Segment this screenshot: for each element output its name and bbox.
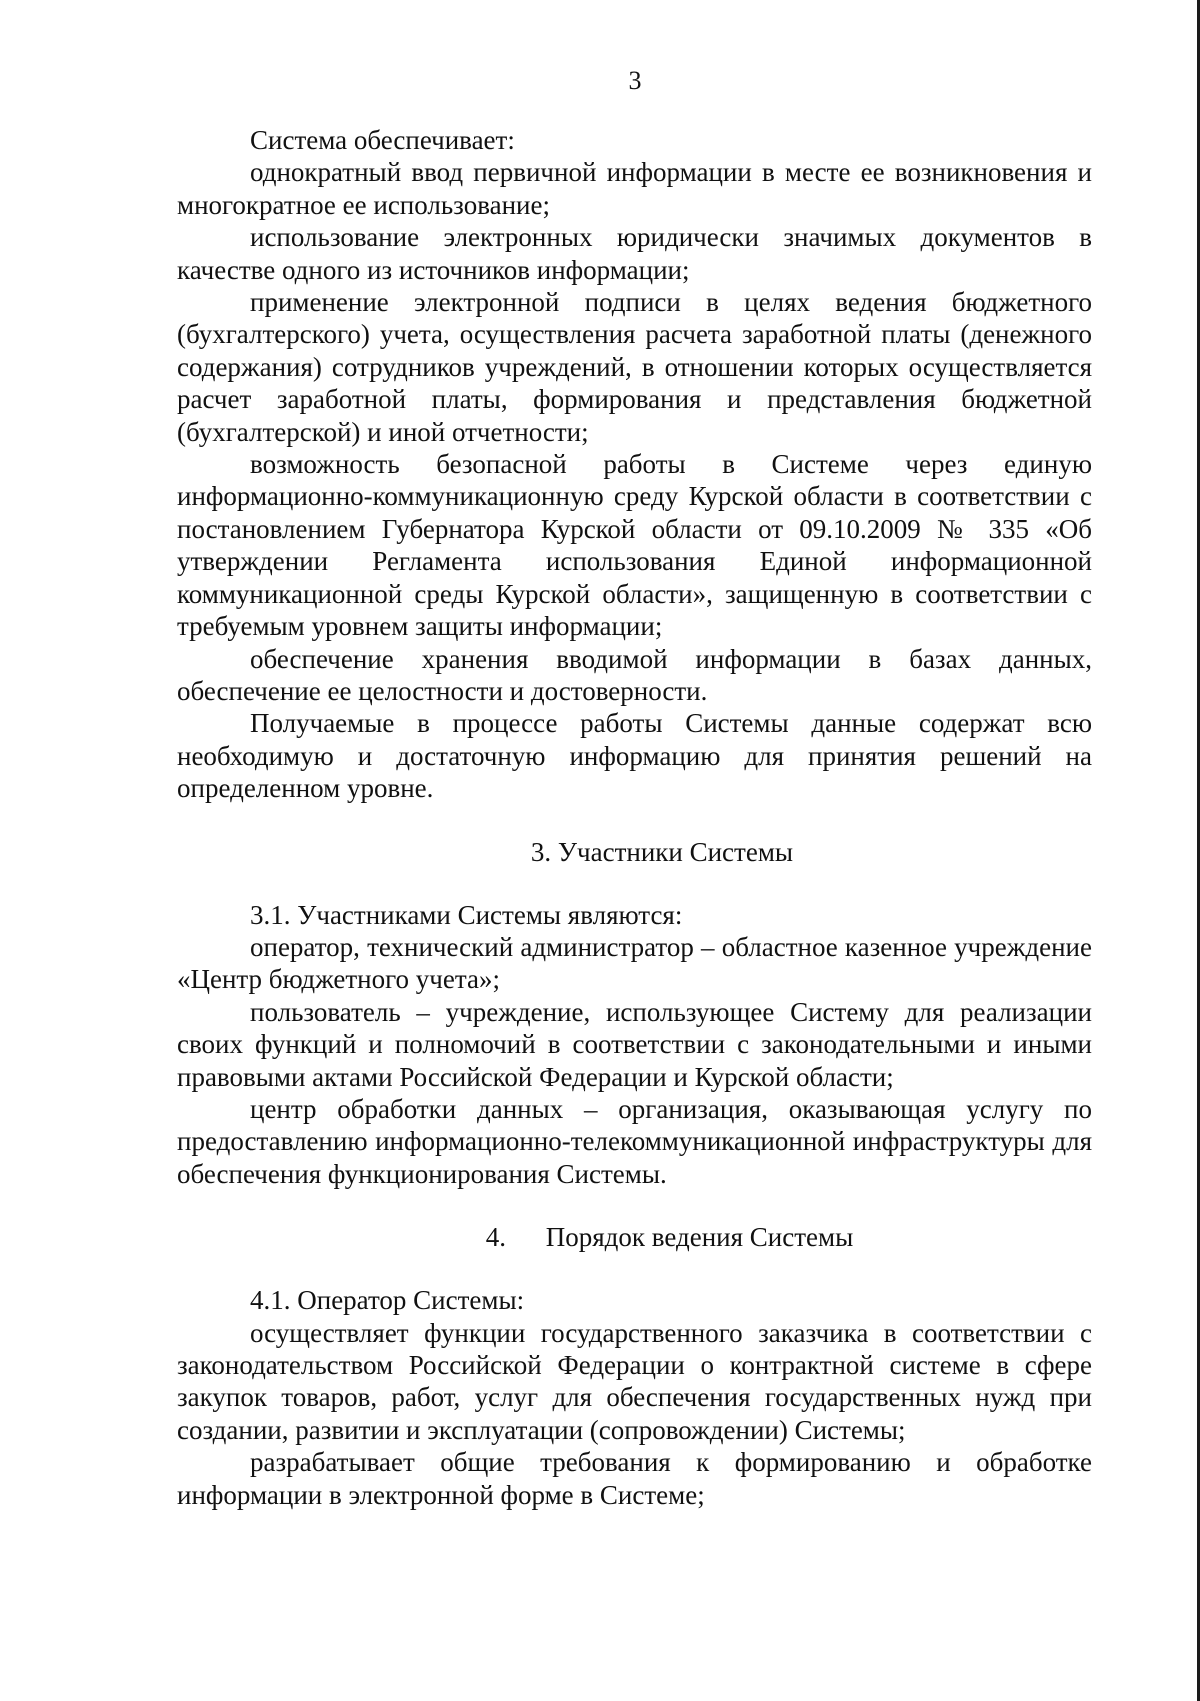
document-body	[177, 124, 1092, 1511]
paragraph: центр обработки данных – организация, оказывающая услугу по предоставлению информационно-телекоммуникационной инфраструктуры для обеспечения функционирования Системы.	[177, 1093, 1092, 1189]
paragraph: возможность безопасной работы в Системе через единую информационно-коммуникационную среду Курской области в соответствии с постановлением Губернатора Курской области от 09.10.2009 № 335 «Об утверждении Регламента использования Единой информационной коммуникационной среды Курской области», защищенную в соответствии с требуемым уровнем защиты информации;	[177, 449, 1092, 642]
paragraph: пользователь – учреждение, использующее Систему для реализации своих функций и полномочий в соответствии с законодательными и иными правовыми актами Российской Федерации и Курской области;	[177, 996, 1092, 1092]
section-4-title: Порядок ведения Системы	[545, 1222, 854, 1253]
section-4-number: 4.	[485, 1222, 506, 1253]
paragraph: 4.1. Оператор Системы:	[250, 1285, 525, 1316]
page-number: 3	[628, 66, 642, 95]
paragraph: разрабатывает общие требования к формированию и обработке информации в электронной форме в Системе;	[177, 1447, 1092, 1510]
paragraph: оператор, технический администратор – областное казенное учреждение «Центр бюджетного учета»;	[177, 931, 1092, 995]
paragraph: использование электронных юридически значимых документов в качестве одного из источников информации;	[177, 222, 1092, 285]
paragraph: Система обеспечивает:	[250, 125, 515, 155]
paragraph: обеспечение хранения вводимой информации в базах данных, обеспечение ее целостности и достоверности.	[177, 643, 1092, 706]
section-3-heading: 3. Участники Системы	[530, 836, 794, 867]
paragraph: однократный ввод первичной информации в месте ее возникновения и многократное ее использование;	[177, 157, 1092, 220]
paragraph: 3.1. Участниками Системы являются:	[250, 899, 683, 930]
paragraph: применение электронной подписи в целях ведения бюджетного (бухгалтерского) учета, осуществления расчета заработной платы (денежного содержания) сотрудников учреждений, в отношении которых осуществляется расчет заработной платы, формирования и представления бюджетной (бухгалтерской) и иной отчетности;	[177, 287, 1092, 447]
paragraph: осуществляет функции государственного заказчика в соответствии с законодательством Российской Федерации о контрактной системе в сфере закупок товаров, работ, услуг для обеспечения государственных нужд при создании, развитии и эксплуатации (сопровождении) Системы;	[177, 1317, 1092, 1445]
section-4-heading	[177, 1221, 1092, 1253]
paragraph: Получаемые в процессе работы Системы данные содержат всю необходимую и достаточную информацию для принятия решений на определенном уровне.	[177, 708, 1092, 804]
